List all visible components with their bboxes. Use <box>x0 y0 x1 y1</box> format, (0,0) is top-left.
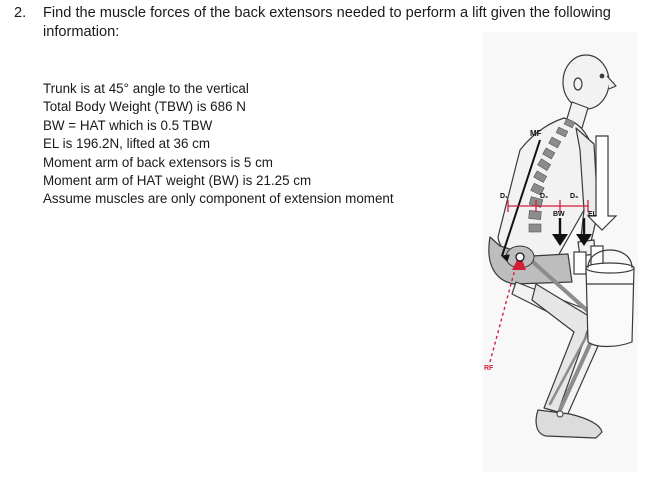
lifting-posture-figure <box>476 32 638 472</box>
lifting-figure-svg <box>476 32 638 472</box>
hip-joint-marker <box>516 253 524 261</box>
bucket <box>586 250 634 347</box>
head <box>563 55 609 109</box>
label-rf: RF <box>484 365 494 372</box>
label-d2: D₂ <box>540 193 549 200</box>
given-information <box>43 80 394 209</box>
bucket-rim <box>586 263 634 273</box>
label-d1: D₁ <box>500 193 508 200</box>
question-text: Find the muscle forces of the back extensors needed to perform a lift given the following information: <box>43 5 611 40</box>
info-line-bw-hat: BW = HAT which is 0.5 TBW <box>43 117 213 133</box>
handle-left <box>574 252 586 274</box>
info-line-total-body-weight: Total Body Weight (TBW) is 686 N <box>43 99 246 115</box>
info-line-external-load: EL is 196.2N, lifted at 36 cm <box>43 136 210 152</box>
label-bw: BW <box>553 211 565 218</box>
bucket-body <box>586 268 634 347</box>
question-number: 2. <box>14 5 27 21</box>
label-mf: MF <box>530 129 542 138</box>
ankle-joint <box>557 411 563 417</box>
eye <box>600 74 604 78</box>
label-d3: D₃ <box>570 193 579 200</box>
label-el: EL <box>588 211 597 218</box>
info-line-trunk-angle: Trunk is at 45° angle to the vertical <box>43 81 249 96</box>
info-line-hat-moment-arm: Moment arm of HAT weight (BW) is 21.25 cm <box>43 173 312 189</box>
info-line-assumption: Assume muscles are only component of extension moment <box>43 191 394 207</box>
info-line-extensor-moment-arm: Moment arm of back extensors is 5 cm <box>43 154 273 170</box>
